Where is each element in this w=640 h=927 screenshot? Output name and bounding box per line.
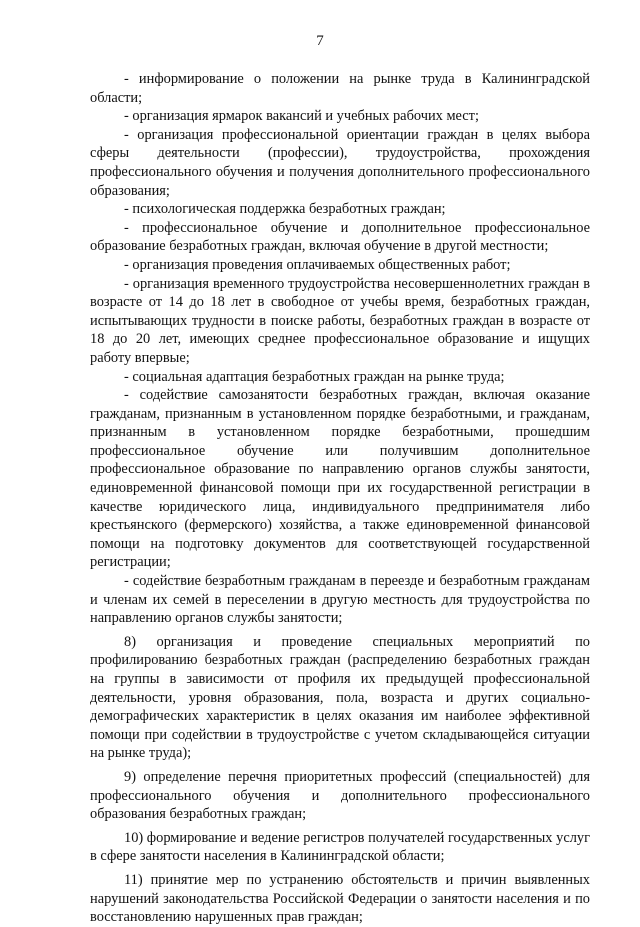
paragraph-item-8-profiling: 8) организация и проведение специальных мероприятий по профилированию безработных граждан (распределению безработных граждан на группы в зависимости от профиля их предыдущей профессиональной деятельности, уровня образования, пола, возраста и других социально-демографических характеристик в целях оказания им наиболее эффективной помощи при содействии в трудоустройстве с учетом складывающейся ситуации на рынке труда); (90, 633, 590, 762)
page-number: 7 (316, 33, 324, 49)
paragraph-job-fairs: - организация ярмарок вакансий и учебных рабочих мест; (124, 108, 479, 125)
paragraph-psychological-support: - психологическая поддержка безработных граждан; (124, 201, 446, 218)
paragraph-career-guidance: - организация профессиональной ориентации граждан в целях выбора сферы деятельности (профессии), трудоустройства, прохождения профессионального обучения и получения дополнительного профессионального образования; (90, 126, 590, 199)
paragraph-labor-market-info: - информирование о положении на рынке труда в Калининградской области; (90, 71, 590, 106)
paragraph-item-11-violations: 11) принятие мер по устранению обстоятельств и причин выявленных нарушений законодательства Российской Федерации о занятости населения и по восстановлению нарушенных прав граждан; (90, 871, 590, 926)
paragraph-relocation-assistance: - содействие безработным гражданам в переезде и безработным гражданам и членам их семей в переселении в другую местность для трудоустройства по направлению органов службы занятости; (90, 573, 590, 627)
paragraph-public-works: - организация проведения оплачиваемых общественных работ; (124, 256, 511, 273)
document-body (90, 70, 590, 927)
paragraph-self-employment: - содействие самозанятости безработных граждан, включая оказание гражданам, признанным в установленном порядке безработными, и гражданам, признанным в установленном порядке безработными, прошедшим профессиональное обучение или получившим дополнительное профессиональное образование по направлению органов службы занятости, единовременной финансовой помощи при их государственной регистрации в качестве юридического лица, индивидуального предпринимателя либо крестьянского (фермерского) хозяйства, а также единовременной финансовой помощи на подготовку документов для соответствующей государственной регистрации; (90, 387, 590, 571)
paragraph-social-adaptation: - социальная адаптация безработных граждан на рынке труда; (124, 368, 505, 385)
paragraph-vocational-training: - профессиональное обучение и дополнительное профессиональное образование безработных граждан, включая обучение в другой местности; (90, 219, 590, 255)
paragraph-temporary-employment: - организация временного трудоустройства несовершеннолетних граждан в возрасте от 14 до 18 лет в свободное от учебы время, безработных граждан, испытывающих трудности в поиске работы, безработных граждан в возрасте от 18 до 20 лет, имеющих среднее профессиональное образование и ищущих работу впервые; (90, 275, 590, 366)
paragraph-item-9-priority-professions: 9) определение перечня приоритетных профессий (специальностей) для профессионального обучения и дополнительного профессионального образования безработных граждан; (90, 768, 590, 823)
paragraph-item-10-registers: 10) формирование и ведение регистров получателей государственных услуг в сфере занятости населения в Калининградской области; (90, 829, 590, 865)
